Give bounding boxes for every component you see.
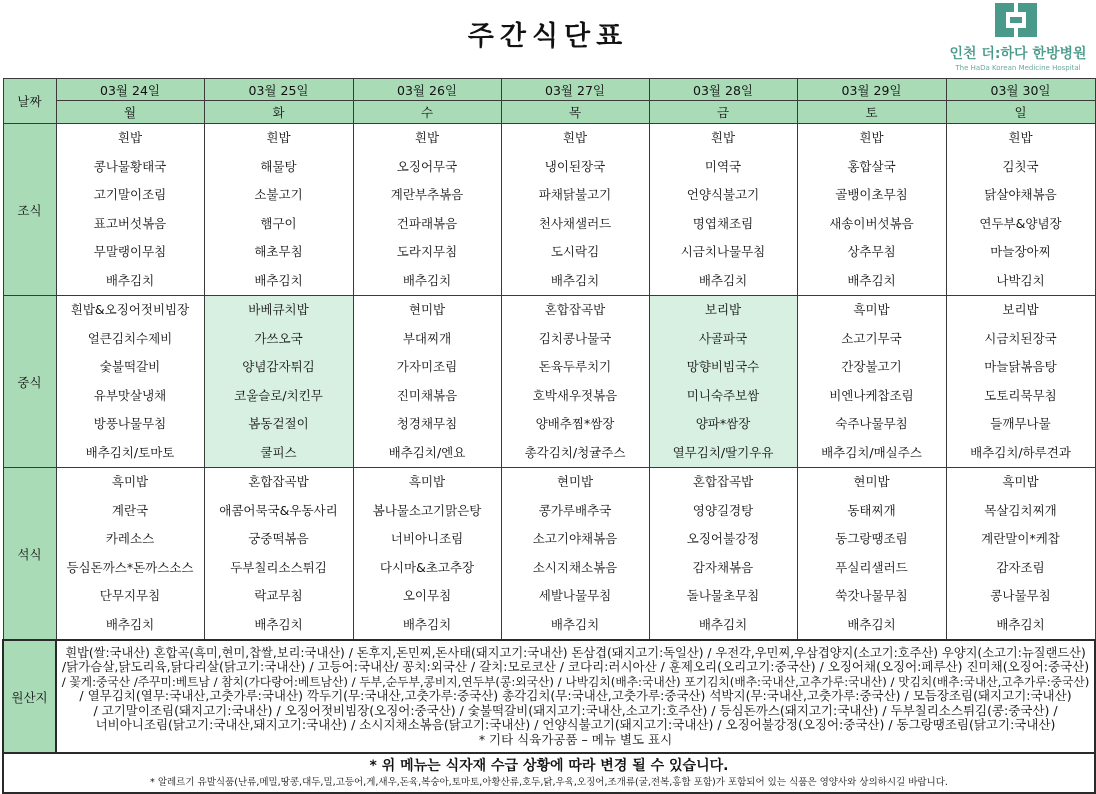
menu-item: 해초무침 xyxy=(254,244,303,259)
menu-item: 열무김치/딸기우유 xyxy=(672,444,774,460)
menu-item: 명엽채조림 xyxy=(692,215,754,231)
menu-item: 코울슬로/치킨무 xyxy=(234,387,323,403)
menu-item: 혼합잡곡밥 xyxy=(692,474,754,489)
menu-item: 홍합살국 xyxy=(847,158,896,174)
menu-item: 시금치나물무침 xyxy=(680,244,766,259)
menu-item: 건파래볶음 xyxy=(396,215,458,231)
menu-item: 배추김치/매실주스 xyxy=(821,444,922,460)
menu-item: 너비아니조림 xyxy=(390,531,464,546)
menu-item: 봄동겉절이 xyxy=(248,416,309,431)
menu-item: 흑미밥 xyxy=(408,474,446,489)
menu-item: 흰밥 xyxy=(117,130,143,145)
menu-item: 숯불떡갈비 xyxy=(99,359,161,374)
menu-item: 닭살야채볶음 xyxy=(984,187,1057,202)
menu-cell xyxy=(353,296,501,468)
menu-item: 배추김치 xyxy=(402,616,452,632)
origin-row xyxy=(3,640,1095,753)
menu-item: 배추김치 xyxy=(550,272,600,288)
menu-item: 배추김치 xyxy=(698,616,748,632)
menu-item: 배추김치 xyxy=(105,616,155,632)
menu-item: 소고기야채볶음 xyxy=(532,531,618,546)
menu-item: 배추김치 xyxy=(254,616,303,632)
weekday-cell: 일 xyxy=(946,101,1095,124)
menu-item: 감자조림 xyxy=(996,559,1045,575)
menu-item: 김치콩나물국 xyxy=(538,330,612,346)
menu-item: 배추김치 xyxy=(847,616,896,632)
menu-item: 천사채샐러드 xyxy=(538,215,612,231)
origin-line: / 열무김치(열무:국내산,고춧가루:국내산) 깍두기(무:국내산,고춧가루:중국산) 총각김치(무:국내산,고춧가루:중국산) 석박지(무:국내산,고춧가루:중국산) / 모듬장조림(돼지고기:국내산) xyxy=(79,689,1072,704)
date-cell: 03월 25일 xyxy=(204,79,353,101)
menu-item: 계란부추볶음 xyxy=(390,187,464,202)
menu-item: 소시지채소볶음 xyxy=(532,559,618,575)
menu-item: 오징어불강정 xyxy=(686,531,760,546)
menu-item: 동태찌개 xyxy=(847,502,896,518)
menu-item: 고기말이조림 xyxy=(93,187,167,202)
menu-item: 다시마&초고추장 xyxy=(379,559,475,575)
menu-item: 언양식불고기 xyxy=(686,187,760,202)
menu-item: 궁중떡볶음 xyxy=(248,531,309,546)
menu-item: 단무지무침 xyxy=(99,588,161,603)
menu-item: 양념감자튀김 xyxy=(242,359,315,374)
menu-item: 소고기무국 xyxy=(841,330,902,346)
menu-item: 계란국 xyxy=(111,502,149,518)
menu-item: 흑미밥 xyxy=(853,302,890,317)
menu-item: 숙주나물무침 xyxy=(835,416,908,431)
menu-item: 흰밥 xyxy=(266,130,291,145)
menu-item: 흰밥 xyxy=(562,130,588,145)
notice-main: * 위 메뉴는 식자재 수급 상황에 따라 변경 될 수 있습니다. xyxy=(369,757,729,774)
menu-item: 혼합잡곡밥 xyxy=(544,302,606,317)
menu-item: 배추김치/토마토 xyxy=(85,444,175,460)
weekly-menu-table xyxy=(2,78,1096,794)
menu-item: 도시락김 xyxy=(550,244,600,259)
menu-item: 들깨무나물 xyxy=(990,416,1051,431)
origin-line: 너비아니조림(닭고기:국내산,돼지고기:국내산) / 소시지채소볶음(닭고기:국내산) / 언양식불고기(돼지고기:국내산) / 오징어불강정(오징어:중국산) / 동그랑땡조림(닭고기:국내산) xyxy=(95,718,1056,733)
menu-item: 호박새우젓볶음 xyxy=(532,387,618,403)
menu-cell xyxy=(649,124,797,296)
menu-item: 락교무침 xyxy=(254,588,303,603)
menu-item: 도라지무침 xyxy=(396,244,458,259)
menu-cell xyxy=(56,468,204,641)
menu-item: 흰밥 xyxy=(710,130,736,145)
menu-item: 총각김치/청귤주스 xyxy=(524,444,626,460)
menu-item: 현미밥 xyxy=(853,474,890,489)
weekday-row xyxy=(3,101,1095,124)
menu-item: 유부맛살냉채 xyxy=(93,387,167,403)
menu-item: 영양길경탕 xyxy=(692,502,754,518)
menu-item: 해물탕 xyxy=(260,158,297,174)
weekday-cell: 금 xyxy=(649,101,797,124)
menu-item: 쿨피스 xyxy=(260,444,297,460)
logo-name: 인천 더:하다 한방병원 xyxy=(949,46,1087,62)
logo-subtitle: The HaDa Korean Medicine Hospital xyxy=(955,64,1081,72)
menu-item: 오이무침 xyxy=(402,588,452,603)
notice xyxy=(3,753,1095,793)
menu-item: 콩나물무침 xyxy=(990,588,1051,603)
origin-line: / 꽃게:중국산 /주꾸미:베트남 / 참치(가다랑어:베트남산) / 두부,순두부,콩비지,연두부(콩:외국산) / 나박김치(배추:국내산) 포기김치(배추:국내산,고추가루:국내산) / 맛김치(배추:국내산,고추가루:중국산) xyxy=(61,674,1090,689)
menu-cell xyxy=(353,468,501,641)
menu-cell xyxy=(797,124,946,296)
menu-item: 콩가루배추국 xyxy=(538,502,612,518)
menu-item: 청경채무침 xyxy=(396,416,458,431)
menu-item: 돌나물초무침 xyxy=(686,588,760,603)
menu-item: 돈육두루치기 xyxy=(538,359,612,374)
menu-cell xyxy=(501,296,649,468)
menu-item: 김칫국 xyxy=(1002,158,1039,174)
menu-item: 현미밥 xyxy=(408,302,446,317)
origin-line: 흰밥(쌀:국내산) 혼합곡(흑미,현미,찹쌀,보리:국내산) / 돈후지,돈민찌,돈사태(돼지고기:국내산) 돈삼겹(돼지고기:독일산) / 우전각,우민찌,우삼겹양지(소고기:호주산) 우양지(소고기:뉴질랜드산) xyxy=(65,646,1086,661)
menu-item: 마늘장아찌 xyxy=(990,244,1051,259)
menu-cell xyxy=(56,124,204,296)
menu-item: 흰밥&오징어젓비빔장 xyxy=(70,302,190,317)
weekday-cell: 토 xyxy=(797,101,946,124)
menu-item: 감자채볶음 xyxy=(692,559,754,575)
menu-cell xyxy=(501,124,649,296)
menu-cell xyxy=(797,468,946,641)
menu-cell xyxy=(204,468,353,641)
date-row xyxy=(3,79,1095,101)
menu-item: 등심돈까스*돈까스소스 xyxy=(66,559,194,575)
menu-item: 흰밥 xyxy=(1008,130,1033,145)
menu-item: 카레소스 xyxy=(105,531,155,546)
menu-item: 계란말이*케찹 xyxy=(981,531,1060,546)
menu-item: 흰밥 xyxy=(859,130,884,145)
menu-item: 동그랑땡조림 xyxy=(835,531,908,546)
menu-item: 사골파국 xyxy=(698,330,748,346)
menu-item: 배추김치 xyxy=(847,272,896,288)
menu-cell xyxy=(56,296,204,468)
date-cell: 03월 29일 xyxy=(797,79,946,101)
menu-cell xyxy=(946,124,1095,296)
menu-item: 배추김치 xyxy=(996,616,1045,632)
origin-line: /닭가슴살,닭도리육,닭다리살(닭고기:국내산) / 고등어:국내산/ 꽁치:외국산 / 갈치:모로코산 / 코다리:러시아산 / 훈제오리(오리고기:중국산) / 오징어채(오징어:페루산) 진미채(오징어:중국산) xyxy=(61,660,1090,675)
menu-item: 보리밥 xyxy=(704,302,742,317)
menu-cell xyxy=(353,124,501,296)
menu-item: 얼큰김치수제비 xyxy=(87,330,173,346)
menu-cell xyxy=(204,124,353,296)
menu-item: 무말랭이무침 xyxy=(93,244,167,259)
date-cell: 03월 24일 xyxy=(56,79,204,101)
menu-item: 흑미밥 xyxy=(111,474,149,489)
menu-cell xyxy=(946,296,1095,468)
lunch-row xyxy=(3,296,1095,468)
menu-item: 콩나물황태국 xyxy=(93,158,167,174)
menu-item: 부대찌개 xyxy=(402,330,452,346)
menu-item: 배추김치 xyxy=(105,272,155,288)
meal-label: 중식 xyxy=(3,296,56,468)
page-title: 주간식단표 xyxy=(467,21,629,52)
menu-item: 소불고기 xyxy=(254,187,303,202)
menu-item: 푸실리샐러드 xyxy=(835,559,908,575)
menu-item: 미역국 xyxy=(704,158,742,174)
menu-item: 바베큐치밥 xyxy=(248,302,309,317)
menu-item: 쑥갓나물무침 xyxy=(835,588,908,603)
menu-cell xyxy=(649,296,797,468)
date-cell: 03월 26일 xyxy=(353,79,501,101)
meal-label: 조식 xyxy=(3,124,56,296)
menu-item: 표고버섯볶음 xyxy=(93,215,167,231)
menu-item: 비엔나케찹조림 xyxy=(829,387,914,403)
menu-item: 배추김치 xyxy=(402,272,452,288)
menu-item: 방풍나물무침 xyxy=(93,416,167,431)
weekday-cell: 수 xyxy=(353,101,501,124)
menu-item: 배추김치/엔요 xyxy=(388,444,466,460)
menu-item: 가자미조림 xyxy=(396,359,458,374)
menu-item: 냉이된장국 xyxy=(544,158,606,174)
menu-item: 망향비빔국수 xyxy=(686,359,760,374)
date-cell: 03월 28일 xyxy=(649,79,797,101)
menu-item: 새송이버섯볶음 xyxy=(829,215,914,231)
menu-item: 흑미밥 xyxy=(1002,474,1039,489)
date-cell: 03월 30일 xyxy=(946,79,1095,101)
notice-row xyxy=(3,753,1095,793)
menu-item: 배추김치 xyxy=(550,616,600,632)
meal-label: 석식 xyxy=(3,468,56,641)
notice-allergy: * 알레르기 유발식품(난류,메밀,땅콩,대두,밀,고등어,게,새우,돈육,복숭아,토마토,아황산류,호두,닭,우육,오징어,조개류(굴,전복,홍합 포함)가 포함되어 있는 식품은 영양사와 상의하시길 바랍니다. xyxy=(150,776,948,788)
origin-line: / 고기말이조림(돼지고기:국내산) / 오징어젓비빔장(오징어:중국산) / 숯불떡갈비(돼지고기:국내산,소고기:호주산) / 등심돈까스(돼지고기:국내산) / 두부칠리소스튀김(콩:중국산) / xyxy=(93,703,1058,718)
menu-item: 양배추찜*쌈장 xyxy=(535,416,615,431)
date-header-label: 날짜 xyxy=(3,79,56,124)
menu-item: 두부칠리소스튀김 xyxy=(230,559,327,575)
menu-item: 목살김치찌개 xyxy=(984,502,1057,518)
menu-item: 도토리묵무침 xyxy=(984,387,1057,403)
menu-item: 나박김치 xyxy=(996,272,1045,288)
menu-item: 보리밥 xyxy=(1002,302,1039,317)
menu-item: 햄구이 xyxy=(260,215,297,231)
menu-cell xyxy=(204,296,353,468)
origin-info xyxy=(56,640,1095,753)
menu-item: 연두부&양념장 xyxy=(979,215,1062,231)
weekday-cell: 월 xyxy=(56,101,204,124)
menu-item: 현미밥 xyxy=(556,474,594,489)
menu-item: 마늘닭볶음탕 xyxy=(984,359,1057,374)
breakfast-row xyxy=(3,124,1095,296)
menu-item: 배추김치 xyxy=(698,272,748,288)
menu-item: 애콤어묵국&우동사리 xyxy=(219,502,338,518)
menu-item: 흰밥 xyxy=(414,130,440,145)
menu-item: 간장불고기 xyxy=(841,359,902,374)
hospital-logo-icon xyxy=(995,3,1037,37)
menu-cell xyxy=(501,468,649,641)
menu-item: 혼합잡곡밥 xyxy=(248,474,309,489)
menu-item: 상추무침 xyxy=(847,244,896,259)
menu-item: 배추김치 xyxy=(254,272,303,288)
origin-line: * 기타 식육가공품 – 메뉴 별도 표시 xyxy=(478,732,673,747)
menu-item: 오징어무국 xyxy=(396,158,458,174)
menu-item: 시금치된장국 xyxy=(984,330,1057,346)
menu-item: 미니숙주보쌈 xyxy=(686,387,760,403)
dinner-row xyxy=(3,468,1095,641)
weekday-cell: 화 xyxy=(204,101,353,124)
menu-item: 가쓰오국 xyxy=(254,330,303,346)
weekday-cell: 목 xyxy=(501,101,649,124)
menu-item: 진미채볶음 xyxy=(396,387,458,403)
menu-item: 세발나물무침 xyxy=(538,588,612,603)
menu-item: 양파*쌈장 xyxy=(695,416,751,431)
menu-cell xyxy=(946,468,1095,641)
date-cell: 03월 27일 xyxy=(501,79,649,101)
menu-cell xyxy=(797,296,946,468)
menu-cell xyxy=(649,468,797,641)
origin-label: 원산지 xyxy=(3,640,56,753)
hospital-logo xyxy=(944,3,1092,75)
menu-item: 파채닭불고기 xyxy=(538,187,612,202)
menu-item: 봄나물소고기맑은탕 xyxy=(372,502,482,518)
menu-item: 골뱅이초무침 xyxy=(835,187,908,202)
menu-item: 배추김치/하루견과 xyxy=(970,444,1071,460)
